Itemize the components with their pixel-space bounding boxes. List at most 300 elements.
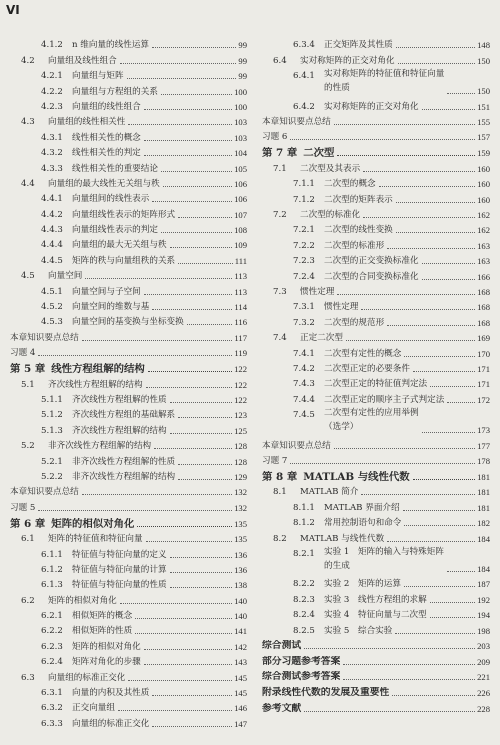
toc-entry-title: MATLAB 与线性代数 — [300, 533, 385, 544]
toc-entry-page: 114 — [234, 302, 247, 313]
page-number: VI — [6, 3, 20, 17]
toc-entry-page: 128 — [234, 441, 247, 452]
toc-entry-page: 145 — [234, 672, 247, 683]
toc-entry-number: 7.2 — [273, 210, 287, 221]
toc-entry-title: 本章知识要点总结 — [10, 332, 79, 343]
dot-leader — [403, 509, 476, 511]
toc-entry — [10, 221, 247, 236]
toc-entry — [10, 498, 247, 513]
toc-entry-title: 向量组的最大无关组与秩 — [72, 240, 167, 251]
dot-leader — [137, 525, 232, 527]
toc-entry — [262, 390, 490, 405]
toc-entry-number: 7.3.2 — [293, 317, 315, 328]
toc-entry-page: 129 — [234, 471, 247, 482]
toc-entry-number: 7.3 — [273, 286, 287, 297]
toc-entry-page: 113 — [234, 286, 247, 297]
toc-entry-page: 122 — [234, 364, 247, 375]
toc-entry-title: 矩阵的秩与向量组秩的关系 — [72, 255, 176, 266]
dot-leader — [161, 170, 232, 172]
toc-entry-title: 综合测试参考答案 — [262, 671, 341, 683]
toc-entry — [262, 545, 490, 576]
toc-entry-number: 4.4.3 — [41, 225, 63, 236]
dot-leader — [170, 246, 233, 248]
toc-entry — [262, 529, 490, 544]
toc-entry-page: 173 — [477, 425, 490, 436]
toc-entry-page: 160 — [477, 179, 490, 190]
toc-entry-title: 习题 6 — [262, 132, 288, 143]
toc-entry-number: 8.1 — [273, 487, 287, 498]
toc-entry-number: 附录 — [262, 686, 282, 698]
toc-entry-title: 二次型的合同变换标准化 — [324, 271, 419, 282]
toc-entry-number: 5.2 — [21, 441, 35, 452]
toc-entry-page: 122 — [234, 394, 247, 405]
dot-leader — [170, 571, 233, 573]
toc-entry-page: 100 — [234, 86, 247, 97]
toc-entry-page: 172 — [477, 394, 490, 405]
toc-entry — [262, 683, 490, 699]
toc-entry — [262, 406, 490, 437]
toc-entry — [262, 621, 490, 636]
dot-leader — [413, 478, 475, 480]
toc-entry — [10, 468, 247, 483]
toc-entry-title: 二次型及其表示 — [300, 163, 361, 174]
dot-leader — [128, 679, 232, 681]
toc-entry-page: 99 — [238, 40, 247, 51]
toc-entry — [262, 590, 490, 605]
dot-leader — [170, 401, 233, 403]
toc-entry — [10, 607, 247, 622]
toc-entry-title: 非齐次线性方程组解的结构 — [72, 471, 176, 482]
toc-entry-number: 第 7 章 — [262, 147, 298, 160]
toc-entry-page: 169 — [477, 333, 490, 344]
toc-entry-page: 148 — [477, 40, 490, 51]
toc-entry — [10, 51, 247, 66]
toc-entry-title: 本章知识要点总结 — [262, 117, 331, 128]
toc-entry — [10, 637, 247, 652]
dot-leader — [170, 432, 233, 434]
toc-entry — [10, 684, 247, 699]
toc-entry-title: 相似矩阵的性质 — [72, 626, 133, 637]
toc-entry-number: 4.5.1 — [41, 286, 63, 297]
toc-entry-page: 142 — [234, 641, 247, 652]
toc-entry-number: 7.1.2 — [293, 194, 315, 205]
toc-entry-number: 8.1.2 — [293, 518, 315, 529]
toc-entry-number: 6.3.4 — [293, 40, 315, 51]
dot-leader — [144, 139, 232, 141]
toc-entry-title: 向量组的标准正交化 — [48, 672, 126, 683]
dot-leader — [152, 200, 232, 202]
toc-entry — [10, 205, 247, 220]
toc-entry-title: 向量组的线性组合 — [72, 101, 141, 112]
toc-entry-title: n 维向量的线性运算 — [72, 40, 150, 51]
toc-entry-page: 168 — [477, 317, 490, 328]
dot-leader — [82, 493, 232, 495]
toc-entry — [10, 98, 247, 113]
toc-entry-number: 6.4.2 — [293, 101, 315, 112]
toc-entry-number: 7.2.4 — [293, 271, 315, 282]
dot-leader — [170, 556, 233, 558]
toc-entry-title: 向量组与矩阵 — [72, 71, 124, 82]
toc-entry-number: 6.3.2 — [41, 703, 63, 714]
dot-leader — [38, 509, 232, 511]
toc-entry-title: 向量空间的维数与基 — [72, 302, 150, 313]
toc-entry — [10, 159, 247, 174]
dot-leader — [152, 725, 232, 727]
toc-entry-title: 二次型有定性的应用举例 — [324, 407, 419, 418]
dot-leader — [161, 93, 232, 95]
toc-entry — [10, 298, 247, 313]
dot-leader — [422, 278, 476, 280]
toc-entry-page: 170 — [477, 348, 490, 359]
toc-entry-page: 122 — [234, 379, 247, 390]
dot-leader — [430, 385, 475, 387]
toc-entry-page: 182 — [477, 518, 490, 529]
dot-leader — [178, 463, 232, 465]
toc-entry-title: 矩阵的相似对角化 — [51, 517, 135, 530]
toc-entry-page: 141 — [234, 626, 247, 637]
dot-leader — [337, 154, 475, 156]
toc-entry-number: 第 5 章 — [10, 363, 46, 376]
dot-leader — [120, 602, 232, 604]
toc-entry-page: 181 — [477, 502, 490, 513]
dot-leader — [290, 138, 475, 140]
toc-entry-page: 106 — [234, 194, 247, 205]
toc-entry-title: 齐次线性方程组的基础解系 — [72, 410, 176, 421]
toc-entry-number: 4.4.4 — [41, 240, 63, 251]
toc-entry-title: 正定二次型 — [300, 333, 343, 344]
toc-entry-page: 119 — [234, 348, 247, 359]
toc-entry-title: 参考文献 — [262, 702, 302, 714]
dot-leader — [178, 262, 233, 264]
dot-leader — [144, 648, 232, 650]
toc-entry-title: 实验 5 综合实验 — [324, 625, 393, 636]
dot-leader — [187, 323, 233, 325]
toc-entry — [262, 360, 490, 375]
toc-entry-number: 6.2.4 — [41, 657, 63, 668]
toc-entry-title: 向量的内积及其性质 — [72, 688, 150, 699]
toc-entry-page: 150 — [477, 55, 490, 66]
toc-entry — [262, 344, 490, 359]
toc-entry — [262, 699, 490, 715]
toc-entry — [262, 221, 490, 236]
toc-entry-number: 6.2 — [21, 595, 35, 606]
toc-entry-number: 4.2.1 — [41, 71, 63, 82]
toc-entry — [262, 267, 490, 282]
toc-entry — [262, 606, 490, 621]
dot-leader — [85, 277, 232, 279]
toc-entry-number: 6.1 — [21, 534, 35, 545]
toc-entry-title: 习题 5 — [10, 502, 36, 513]
dot-leader — [38, 354, 232, 356]
toc-entry-title: 齐次线性方程组解的结构 — [48, 379, 143, 390]
toc-entry — [262, 283, 490, 298]
toc-entry — [262, 452, 490, 467]
toc-entry — [10, 282, 247, 297]
toc-entry-page: 184 — [477, 564, 490, 575]
toc-entry-page: 151 — [477, 101, 490, 112]
toc-entry — [262, 637, 490, 653]
toc-entry-title: 二次型的正交变换标准化 — [324, 256, 419, 267]
toc-entry-page: 181 — [477, 487, 490, 498]
toc-entry-title: 本章知识要点总结 — [10, 487, 79, 498]
toc-entry — [10, 668, 247, 683]
toc-entry-title: 矩阵的相似对角化 — [72, 641, 141, 652]
toc-entry-title: 向量空间与子空间 — [72, 286, 141, 297]
toc-entry-page: 138 — [234, 580, 247, 591]
toc-entry-page: 116 — [234, 317, 247, 328]
dot-leader — [127, 77, 237, 79]
dot-leader — [135, 632, 232, 634]
toc-entry-title: 实对称矩阵的正交对角化 — [300, 55, 395, 66]
toc-entry-page: 198 — [477, 625, 490, 636]
dot-leader — [422, 262, 476, 264]
toc-entry-page: 150 — [477, 86, 490, 97]
toc-entry-title: 矩阵的相似对角化 — [48, 595, 117, 606]
dot-leader — [146, 540, 233, 542]
toc-entry-number: 5.2.2 — [41, 471, 63, 482]
dot-leader — [144, 154, 232, 156]
toc-entry-page: 209 — [477, 656, 490, 667]
toc-entry-page: 136 — [234, 549, 247, 560]
toc-entry-page: 157 — [477, 132, 490, 143]
toc-entry-number: 7.2.1 — [293, 225, 315, 236]
toc-entry — [10, 545, 247, 560]
toc-entry-number: 7.4.1 — [293, 348, 315, 359]
toc-entry — [10, 82, 247, 97]
toc-entry — [262, 668, 490, 684]
toc-entry-number: 7.4.4 — [293, 394, 315, 405]
toc-entry-page: 162 — [477, 225, 490, 236]
toc-entry-page: 143 — [234, 657, 247, 668]
toc-entry — [262, 67, 490, 98]
toc-entry — [262, 575, 490, 590]
dot-leader — [404, 355, 475, 357]
dot-leader — [290, 462, 475, 464]
toc-entry — [10, 452, 247, 467]
toc-entry-title: 实验 4 特征向量与二次型 — [324, 610, 427, 621]
toc-entry-number: 4.4.1 — [41, 194, 63, 205]
dot-leader — [120, 62, 237, 64]
toc-entry-number: 8.2.5 — [293, 625, 315, 636]
toc-entry-title: 二次型正定的特征值判定法 — [324, 379, 428, 390]
toc-entry — [10, 128, 247, 143]
dot-leader — [146, 386, 233, 388]
dot-leader — [304, 710, 475, 712]
dot-leader — [395, 632, 475, 634]
toc-entry-title: 二次型的规范形 — [324, 317, 385, 328]
toc-entry — [262, 329, 490, 344]
toc-entry — [10, 561, 247, 576]
dot-leader — [343, 678, 475, 680]
toc-entry-page: 178 — [477, 455, 490, 466]
dot-leader — [334, 123, 475, 125]
toc-entry-number: 4.3.3 — [41, 163, 63, 174]
toc-entry-title: 向量组的标准正交化 — [72, 718, 150, 729]
toc-entry-page: 181 — [477, 471, 490, 482]
toc-entry-title: 二次型的标准化 — [300, 210, 361, 221]
toc-entry-page: 192 — [477, 594, 490, 605]
toc-entry-page: 163 — [477, 240, 490, 251]
toc-entry-page: 194 — [477, 610, 490, 621]
toc-entry-number: 7.4 — [273, 333, 287, 344]
toc-entry — [262, 36, 490, 51]
toc-entry — [10, 236, 247, 251]
toc-entry-page: 145 — [234, 688, 247, 699]
dot-leader — [161, 231, 232, 233]
toc-entry-page: 128 — [234, 456, 247, 467]
toc-entry-page: 136 — [234, 564, 247, 575]
toc-entry-page: 132 — [234, 502, 247, 513]
toc-entry-title: 二次型有定性的概念 — [324, 348, 402, 359]
dot-leader — [387, 324, 475, 326]
toc-entry-title: 线性相关性的判定 — [72, 148, 141, 159]
toc-entry-page: 203 — [477, 641, 490, 652]
toc-entry-page: 100 — [234, 101, 247, 112]
toc-entry-title: 线性方程组解的结构 — [51, 363, 145, 376]
toc-entry-page: 177 — [477, 440, 490, 451]
toc-entry-title: 实验 1 矩阵的输入与特殊矩阵 — [324, 546, 444, 557]
toc-entry-title-continued: 的生成 — [324, 560, 350, 571]
toc-right-column — [262, 36, 490, 715]
dot-leader — [346, 339, 475, 341]
toc-entry — [262, 436, 490, 451]
toc-entry-number: 7.2.3 — [293, 256, 315, 267]
toc-entry-title: 向量组线性表示的判定 — [72, 225, 158, 236]
dot-leader — [178, 416, 232, 418]
toc-entry — [262, 175, 490, 190]
toc-entry-number: 第 8 章 — [262, 470, 298, 483]
toc-entry-title: 二次型正定的必要条件 — [324, 363, 410, 374]
toc-entry-page: 140 — [234, 595, 247, 606]
toc-entry — [262, 97, 490, 112]
dot-leader — [144, 293, 233, 295]
toc-entry-title: 向量组线性表示的矩阵形式 — [72, 209, 176, 220]
toc-entry-number: 4.5.2 — [41, 302, 63, 313]
toc-entry — [10, 267, 247, 282]
toc-entry-number: 6.2.1 — [41, 611, 63, 622]
toc-entry-page: 107 — [234, 209, 247, 220]
toc-entry-number: 6.3.1 — [41, 688, 63, 699]
toc-entry-title: 非齐次线性方程组解的结构 — [48, 441, 152, 452]
toc-entry-page: 155 — [477, 117, 490, 128]
toc-entry — [10, 714, 247, 729]
dot-leader — [152, 46, 236, 48]
toc-entry — [10, 483, 247, 498]
toc-entry-number: 第 6 章 — [10, 517, 46, 530]
toc-entry-title: 实验 2 矩阵的运算 — [324, 579, 401, 590]
toc-entry-page: 135 — [234, 518, 247, 529]
toc-entry-title: 实对称矩阵的正交对角化 — [324, 101, 419, 112]
toc-entry — [262, 236, 490, 251]
toc-entry-page: 146 — [234, 703, 247, 714]
toc-entry — [10, 344, 247, 359]
toc-entry-title: 向量组的最大线性无关组与秩 — [48, 178, 160, 189]
toc-entry — [10, 375, 247, 390]
toc-entry-title: 二次型的线性变换 — [324, 225, 393, 236]
toc-entry-page: 111 — [234, 255, 247, 266]
toc-entry-page: 113 — [234, 271, 247, 282]
toc-entry-number: 8.2.4 — [293, 610, 315, 621]
toc-entry — [262, 498, 490, 513]
toc-entry-title: 矩阵对角化的步骤 — [72, 657, 141, 668]
toc-entry-page: 166 — [477, 271, 490, 282]
dot-leader — [178, 216, 232, 218]
toc-entry-page: 103 — [234, 117, 247, 128]
toc-entry-title: 二次型的标准形 — [324, 240, 385, 251]
dot-leader — [178, 478, 232, 480]
toc-entry-number: 6.1.2 — [41, 564, 63, 575]
toc-entry-title: 部分习题参考答案 — [262, 655, 341, 667]
toc-entry-page: 125 — [234, 425, 247, 436]
toc-entry-number: 4.2 — [21, 55, 35, 66]
dot-leader — [361, 493, 475, 495]
dot-leader — [152, 694, 232, 696]
toc-entry-number: 7.1.1 — [293, 179, 315, 190]
dot-leader — [430, 616, 475, 618]
toc-entry — [10, 251, 247, 266]
dot-leader — [152, 308, 232, 310]
dot-leader — [413, 370, 475, 372]
toc-entry-number: 7.4.5 — [293, 409, 315, 420]
toc-entry — [262, 113, 490, 128]
toc-entry-title: 综合测试 — [262, 640, 302, 652]
dot-leader — [148, 370, 232, 372]
toc-entry-number: 6.1.3 — [41, 580, 63, 591]
toc-entry-title: 向量组与方程组的关系 — [72, 86, 158, 97]
toc-entry — [10, 36, 247, 51]
toc-entry — [10, 328, 247, 343]
toc-entry — [262, 313, 490, 328]
toc-entry-title: 二次型正定的顺序主子式判定法 — [324, 394, 445, 405]
toc-entry-number: 7.1 — [273, 163, 287, 174]
toc-entry-number: 6.1.1 — [41, 549, 63, 560]
toc-entry — [10, 653, 247, 668]
toc-entry-title: 向量空间的基变换与坐标变换 — [72, 317, 184, 328]
toc-entry-title: MATLAB 简介 — [300, 487, 359, 498]
toc-entry — [10, 576, 247, 591]
toc-entry-number: 6.3 — [21, 672, 35, 683]
toc-entry-page: 171 — [477, 363, 490, 374]
toc-entry-page: 228 — [477, 703, 490, 714]
toc-entry — [262, 375, 490, 390]
toc-entry — [262, 128, 490, 143]
toc-entry-page: 162 — [477, 210, 490, 221]
toc-entry-number: 7.4.2 — [293, 363, 315, 374]
toc-entry — [10, 67, 247, 82]
toc-left-column — [10, 36, 247, 730]
dot-leader — [398, 62, 476, 64]
toc-entry-page: 132 — [234, 487, 247, 498]
toc-entry-title: MATLAB 界面介绍 — [324, 502, 400, 513]
toc-entry-number: 8.1.1 — [293, 502, 315, 513]
toc-entry-page: 184 — [477, 533, 490, 544]
toc-entry-number: 4.3.2 — [41, 148, 63, 159]
toc-entry — [262, 514, 490, 529]
toc-entry — [10, 406, 247, 421]
toc-entry-number: 5.1.3 — [41, 425, 63, 436]
toc-entry — [10, 190, 247, 205]
dot-leader — [154, 447, 232, 449]
toc-entry-number: 5.1 — [21, 379, 35, 390]
toc-entry-page: 99 — [238, 55, 247, 66]
toc-entry-number: 4.2.2 — [41, 86, 63, 97]
toc-entry-page: 163 — [477, 256, 490, 267]
dot-leader — [447, 570, 475, 572]
toc-entry-number: 8.2.1 — [293, 548, 315, 559]
toc-entry-page: 123 — [234, 410, 247, 421]
toc-chapter-entry — [10, 514, 247, 530]
toc-entry — [262, 252, 490, 267]
